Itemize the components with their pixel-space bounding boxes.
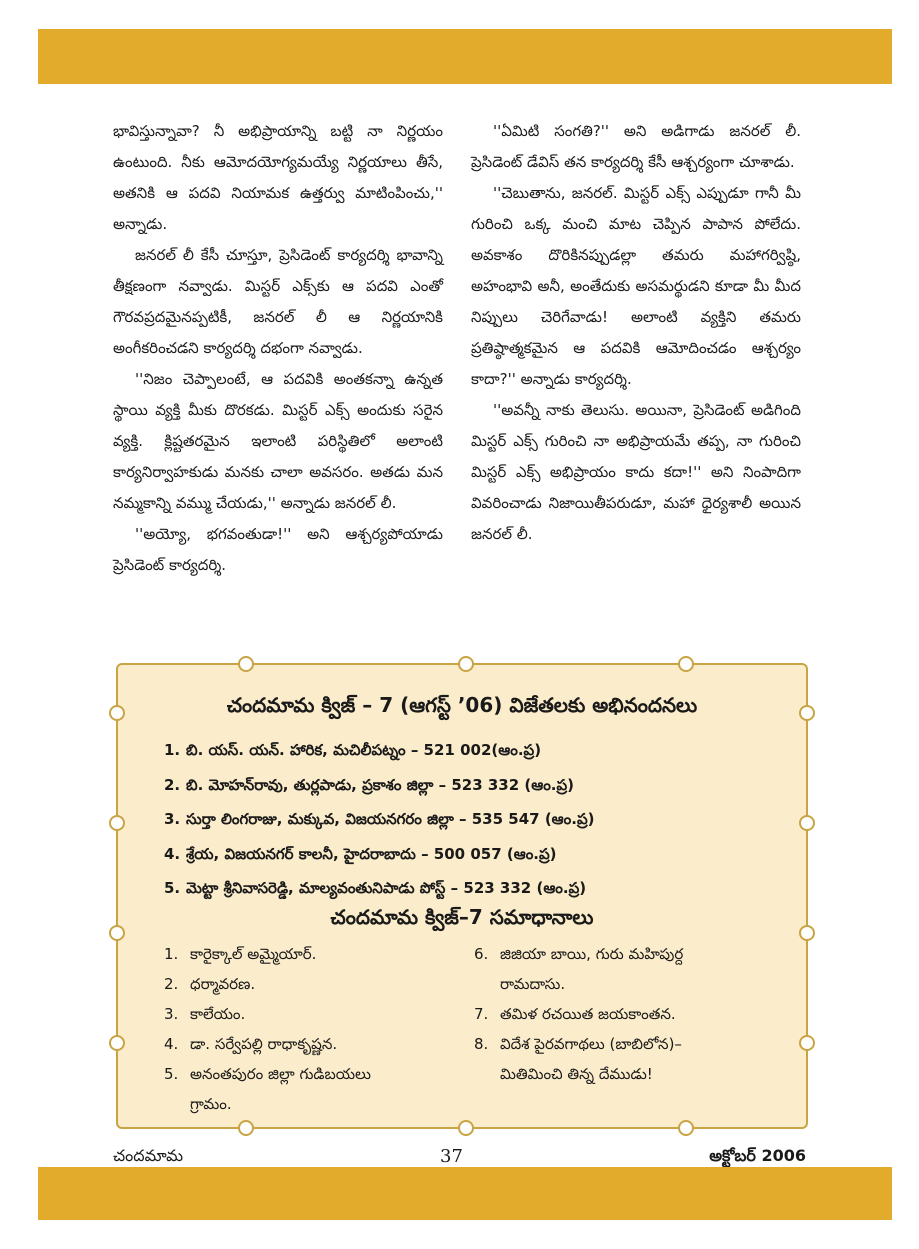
paragraph: ''ఏమిటి సంగతి?'' అని అడిగాడు జనరల్ లీ. ప్రెసిడెంట్ డేవిస్ తన కార్యదర్శి కేసీ ఆశ్చర్యంగా చూశాడు. [471, 122, 801, 171]
list-item: 1. కారైక్కాల్ అమ్మైయార్. [164, 945, 317, 963]
box-notch-decoration [799, 815, 815, 831]
paragraph: ''అవన్నీ నాకు తెలుసు. అయినా, ప్రెసిడెంట్ అడిగింది మిస్టర్ ఎక్స్ గురించి నా అభిప్రాయమే తప్ప, నా గురించి మిస్టర్ ఎక్స్ అభిప్రాయం కాదు కదా!'' అని నింపాదిగా వివరించాడు నిజాయితీపరుడూ, మహా ధైర్యశాలీ అయిన జనరల్ లీ. [471, 401, 801, 543]
list-item-continuation: గ్రామం. [190, 1095, 232, 1113]
list-item: 4. డా. సర్వేపల్లి రాధాకృష్ణన. [164, 1035, 338, 1053]
list-item: 8. విదేశ పైరవగాథలు (బాబిలోన)– [474, 1035, 682, 1053]
list-item: 4. శ్రేయ, విజయనగర్ కాలనీ, హైదరాబాదు – 500 057 (ఆం.ప్ర) [164, 844, 557, 863]
list-item: 2. బి. మోహన్‌రావు, తుర్లపాడు, ప్రకాశం జిల్లా – 523 332 (ఆం.ప్ర) [164, 775, 575, 794]
box-notch-decoration [799, 1035, 815, 1051]
top-decorative-band [38, 29, 892, 84]
quiz-results-box [116, 663, 808, 1129]
article-column-right [471, 116, 801, 550]
list-item-continuation: రామదాసు. [500, 975, 566, 993]
paragraph: భావిస్తున్నావా? నీ అభిప్రాయాన్ని బట్టి నా నిర్ణయం ఉంటుంది. నీకు ఆమోదయోగ్యమయ్యే నిర్ణయాలు తీసే, అతనికి ఆ పదవి నియామక ఉత్తర్వు మాటింపించు,'' అన్నాడు. [113, 122, 443, 233]
list-item: 1. బి. యస్. యన్. హారిక, మచిలీపట్నం – 521 002(ఆం.ప్ర) [164, 741, 542, 759]
page-number: 37 [440, 1146, 463, 1167]
list-item: 3. సుర్తా లింగరాజు, మక్కువ, విజయనగరం జిల్లా – 535 547 (ఆం.ప్ర) [164, 810, 595, 828]
bottom-decorative-band [38, 1167, 892, 1220]
box-notch-decoration [109, 1035, 125, 1051]
box-notch-decoration [458, 656, 474, 672]
winners-list [164, 733, 594, 906]
footer-issue-date: అక్టోబర్ 2006 [709, 1146, 806, 1165]
paragraph: జనరల్ లీ కేసీ చూస్తూ, ప్రెసిడెంట్ కార్యదర్శి భావాన్ని తీక్షణంగా నవ్వాడు. మిస్టర్ ఎక్స్‌కు ఆ పదవి ఎంతో గౌరవప్రదమైనప్పటికీ, జనరల్ లీ ఆ నిర్ణయానికి అంగీకరించడని కార్యదర్శి దభంగా నవ్వాడు. [113, 246, 443, 357]
list-item: 3. కాలేయం. [164, 1005, 246, 1023]
footer-magazine-name: చందమామ [113, 1146, 184, 1165]
paragraph: ''చెబుతాను, జనరల్. మిస్టర్ ఎక్స్ ఎప్పుడూ గానీ మీ గురించి ఒక్క మంచి మాట చెప్పిన పాపాన పోలేదు. అవకాశం దొరికినప్పుడల్లా తమరు మహాగర్విష్ఠి, అహంభావి అనీ, అంతేదుకు అసమర్థుడని కూడా మీ మీద నిప్పులు చెరిగేవాడు! అలాంటి వ్యక్తిని తమరు ప్రతిష్ఠాత్మకమైన ఆ పదవికి ఆమోదించడం ఆశ్చర్యం కాదా?'' అన్నాడు కార్యదర్శి. [471, 184, 801, 388]
list-item: 7. తమిళ రచయిత జయకాంతన. [474, 1005, 676, 1023]
answers-list-right [474, 939, 774, 1089]
list-item: 5. అనంతపురం జిల్లా గుడిబయలు [164, 1065, 371, 1083]
box-notch-decoration [678, 1120, 694, 1136]
box-notch-decoration [238, 1120, 254, 1136]
list-item-continuation: మితిమించి తిన్న దేముడు! [500, 1065, 653, 1083]
box-notch-decoration [109, 815, 125, 831]
answers-heading: చందమామ క్విజ్–7 సమాధానాలు [330, 905, 594, 929]
list-item: 6. జిజియా బాయి, గురు మహిపుర్ద [474, 945, 684, 963]
article-column-left [113, 116, 443, 581]
box-notch-decoration [458, 1120, 474, 1136]
answers-list-left [164, 939, 464, 1119]
box-notch-decoration [238, 656, 254, 672]
box-notch-decoration [678, 656, 694, 672]
paragraph: ''అయ్యో, భగవంతుడా!'' అని ఆశ్చర్యపోయాడు ప్రెసిడెంట్ కార్యదర్శి. [113, 525, 443, 574]
winners-heading: చందమామ క్విజ్ – 7 (ఆగస్ట్ ’06) విజేతలకు అభినందనలు [226, 693, 698, 717]
list-item: 5. మెట్టా శ్రీనివాసరెడ్డి, మాల్యవంతునిపాడు పోస్ట్ – 523 332 (ఆం.ప్ర) [164, 879, 587, 897]
paragraph: ''నిజం చెప్పాలంటే, ఆ పదవికి అంతకన్నా ఉన్నత స్థాయి వ్యక్తి మీకు దొరకడు. మిస్టర్ ఎక్స్ అందుకు సరైన వ్యక్తి. క్లిష్టతరమైన ఇలాంటి పరిస్థితిలో అలాంటి కార్యనిర్వాహకుడు మనకు చాలా అవసరం. అతడు మన నమ్మకాన్ని వమ్ము చేయడు,'' అన్నాడు జనరల్ లీ. [113, 370, 443, 512]
list-item: 2. ధర్మావరణ. [164, 975, 256, 993]
